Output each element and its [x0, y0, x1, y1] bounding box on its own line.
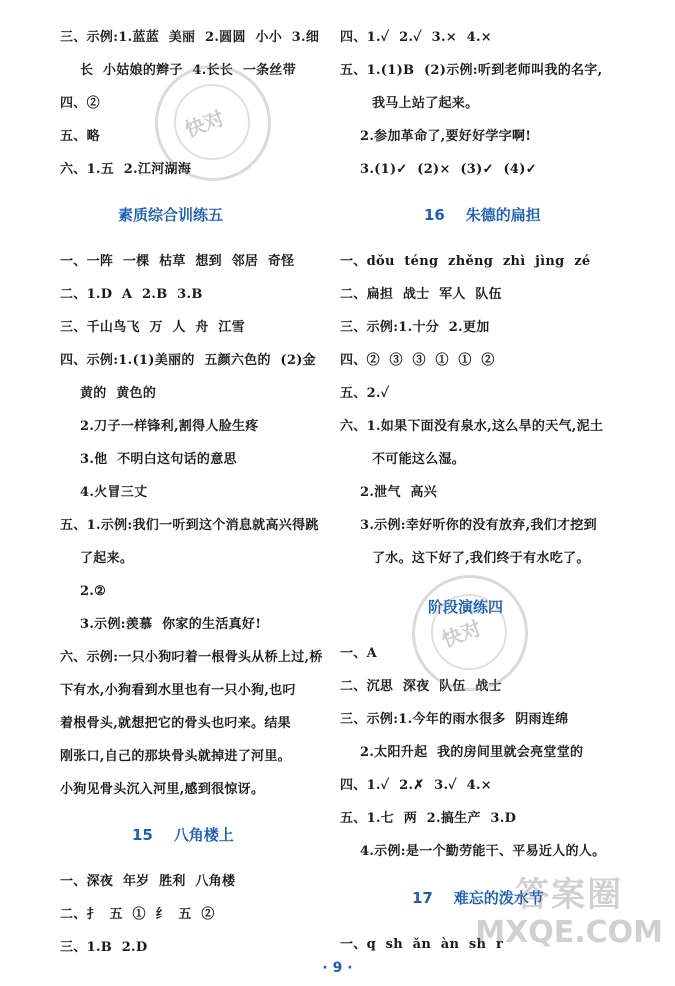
answer-line: 三、示例:1.蓝蓝 美丽 2.圆圆 小小 3.细	[60, 30, 320, 45]
answer-line: 四、示例:1.(1)美丽的 五颜六色的 (2)金	[60, 353, 316, 368]
section-title: 阶段演练四	[428, 598, 504, 616]
answer-line: 二、扌 五 ① 纟 五 ②	[60, 907, 215, 922]
answer-line: 五、1.示例:我们一听到这个消息就高兴得跳	[60, 518, 319, 533]
answer-line: 六、1.五 2.江河湖海	[60, 162, 192, 177]
watermark-stamp-icon: 快对	[412, 575, 528, 691]
answer-line: 3.示例:羡慕 你家的生活真好!	[80, 617, 262, 632]
answer-line: 六、示例:一只小狗叼着一根骨头从桥上过,桥	[60, 650, 323, 665]
answer-line: 五、1.(1)B (2)示例:听到老师叫我的名字,	[340, 63, 603, 78]
answer-line: 3.(1)✓ (2)× (3)✓ (4)✓	[360, 162, 537, 177]
answer-line: 我马上站了起来。	[372, 96, 479, 111]
answer-line: 一、一阵 一棵 枯草 想到 邻居 奇怪	[60, 254, 295, 269]
answer-line: 一、深夜 年岁 胜利 八角楼	[60, 874, 236, 889]
answer-line: 三、示例:1.十分 2.更加	[340, 320, 490, 335]
answer-line: 2.泄气 高兴	[360, 485, 438, 500]
answer-line: 黄的 黄色的	[80, 386, 157, 401]
answer-line: 五、1.七 两 2.搞生产 3.D	[340, 811, 517, 826]
answer-line: 二、沉思 深夜 队伍 战士	[340, 679, 502, 694]
answer-line: 3.他 不明白这句话的意思	[80, 452, 237, 467]
answer-line: 四、1.✓ 2.✗ 3.✓ 4.×	[340, 778, 492, 793]
answer-line: 小狗见骨头沉入河里,感到很惊讶。	[60, 782, 265, 797]
section-title: 15 八角楼上	[132, 826, 234, 844]
section-title: 素质综合训练五	[118, 206, 224, 224]
watermark-stamp-icon: 快对	[155, 65, 271, 181]
answer-line: 五、2.✓	[340, 386, 390, 401]
answer-line: 3.示例:幸好听你的没有放弃,我们才挖到	[360, 518, 597, 533]
answer-line: 二、1.D A 2.B 3.B	[60, 287, 203, 302]
answer-line: 了起来。	[80, 551, 134, 566]
answer-line: 2.刀子一样锋利,割得人脸生疼	[80, 419, 259, 434]
answer-line: 三、示例:1.今年的雨水很多 阴雨连绵	[340, 712, 569, 727]
answer-line: 长 小姑娘的辫子 4.长长 一条丝带	[80, 63, 297, 78]
answer-line: 六、1.如果下面没有泉水,这么旱的天气,泥土	[340, 419, 604, 434]
answer-line: 不可能这么湿。	[372, 452, 466, 467]
answer-line: 三、1.B 2.D	[60, 940, 148, 955]
answer-line: 着根骨头,就想把它的骨头也叼来。结果	[60, 716, 291, 731]
answer-line: 2.参加革命了,要好好学字啊!	[360, 129, 532, 144]
answer-line: 了水。这下好了,我们终于有水吃了。	[372, 551, 590, 566]
answer-line: 一、dǒu téng zhěng zhì jìng zé	[340, 254, 591, 269]
answer-line: 四、1.✓ 2.✓ 3.× 4.×	[340, 30, 492, 45]
answer-line: 三、千山鸟飞 万 人 舟 江雪	[60, 320, 245, 335]
answer-line: 2.②	[80, 584, 107, 599]
answer-line: 4.火冒三丈	[80, 485, 148, 500]
page-number: · 9 ·	[322, 960, 353, 976]
section-title: 16 朱德的扁担	[424, 206, 541, 224]
answer-line: 刚张口,自己的那块骨头就掉进了河里。	[60, 749, 291, 764]
answer-line: 4.示例:是一个勤劳能干、平易近人的人。	[360, 844, 606, 859]
answer-line: 下有水,小狗看到水里也有一只小狗,也叼	[60, 683, 296, 698]
answer-line: 2.太阳升起 我的房间里就会亮堂堂的	[360, 745, 584, 760]
section-title: 17 难忘的泼水节	[412, 889, 544, 907]
answer-line: 一、A	[340, 646, 377, 661]
answer-line: 四、②	[60, 96, 100, 111]
answer-line: 一、q sh ǎn àn sh r	[340, 937, 504, 952]
answer-line: 五、略	[60, 129, 100, 144]
answer-line: 二、扁担 战士 军人 队伍	[340, 287, 502, 302]
watermark-logo: 答案圈 MXQE.COM	[475, 875, 663, 950]
answer-line: 四、② ③ ③ ① ① ②	[340, 353, 495, 368]
